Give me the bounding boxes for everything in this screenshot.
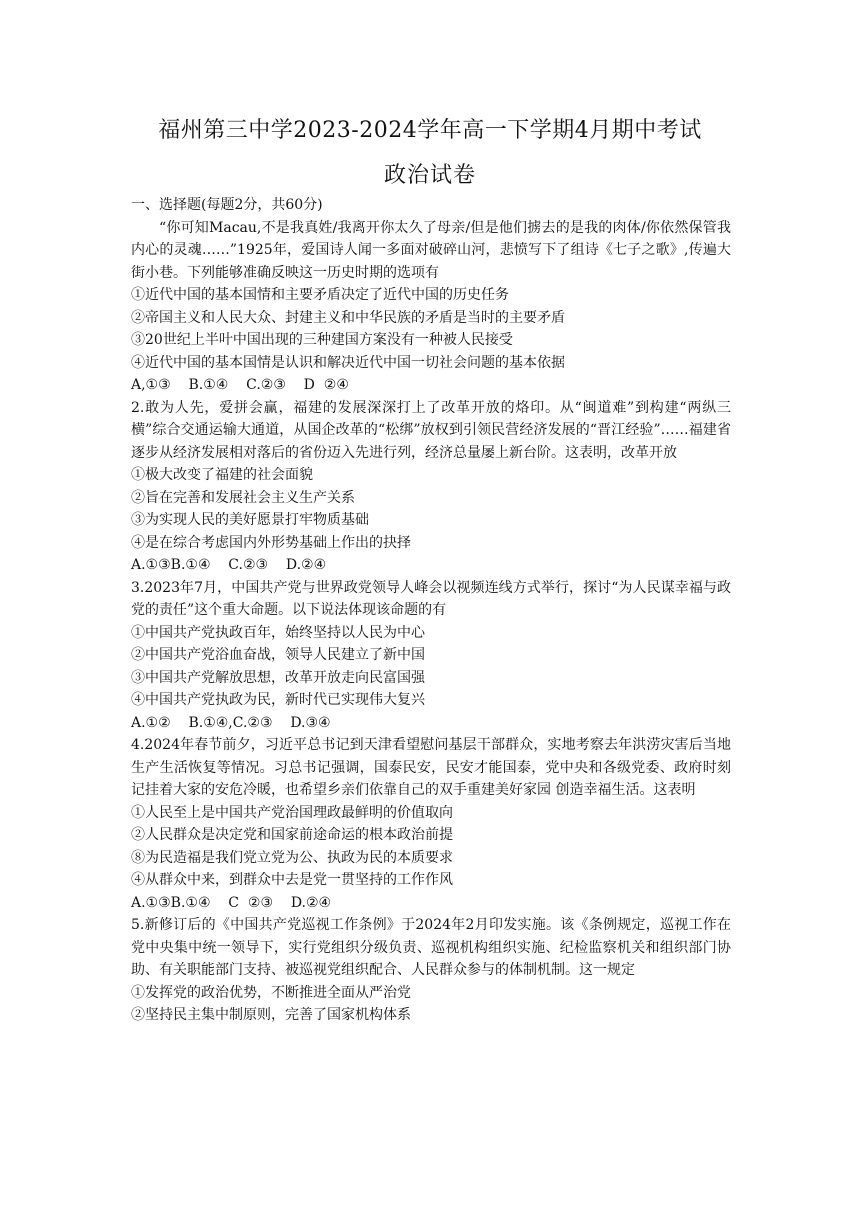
question-1-stem: “你可知Macau,不是我真姓/我离开你太久了母亲/但是他们掳去的是我的肉体/你依然保管我内心的灵魂……”1925年，爱国诗人闻一多面对破碎山河，悲愤写下了组诗《七子之歌》,传遍大街小巷。下列能够准确反映这一历史时期的选项有 bbox=[131, 219, 731, 281]
question-4-statement-4: ④从群众中来，到群众中去是党一贯坚持的工作作风 bbox=[131, 872, 453, 888]
question-3-statement-4: ④中国共产党执政为民，新时代已实现伟大复兴 bbox=[131, 692, 425, 708]
question-1-choices: A,①③ B.①④ C.②③ D ②④ bbox=[131, 377, 349, 393]
question-3-stem: 3.2023年7月，中国共产党与世界政党领导人峰会以视频连线方式举行，探讨“为人民谋幸福与政党的责任”这个重大命题。以下说法体现该命题的有 bbox=[131, 579, 731, 618]
question-3-statement-1: ①中国共产党执政百年，始终坚持以人民为中心 bbox=[131, 624, 425, 641]
question-4-stem: 4.2024年春节前夕，习近平总书记到天津看望慰问基层干部群众，实地考察去年洪涝灾害后当地生产生活恢复等情况。习总书记强调，国泰民安，民安才能国泰，党中央和各级党委、政府时刻记挂着大家的安危冷暖，也希望乡亲们依靠自己的双手重建美好家园 创造幸福生活。这表明 bbox=[131, 737, 731, 798]
question-3-statement-3: ③中国共产党解放思想，改革开放走向民富国强 bbox=[131, 669, 425, 686]
question-1-statement-4: ④近代中国的基本国情是认识和解决近代中国一切社会问题的基本依据 bbox=[131, 354, 565, 371]
exam-body bbox=[131, 194, 731, 1027]
question-3 bbox=[131, 577, 731, 735]
question-4-statement-2: ②人民群众是决定党和国家前途命运的根本政治前提 bbox=[131, 827, 453, 843]
question-4-statement-1: ①人民至上是中国共产党治国理政最鲜明的价值取向 bbox=[131, 804, 453, 821]
section-heading: 一、选择题(每题2分，共60分) bbox=[131, 197, 323, 213]
question-1-statement-1: ①近代中国的基本国情和主要矛盾决定了近代中国的历史任务 bbox=[131, 287, 509, 303]
question-5-statement-2: ②坚持民主集中制原则，完善了国家机构体系 bbox=[131, 1007, 411, 1023]
question-3-choices: A.①② B.①④,C.②③ D.③④ bbox=[131, 714, 331, 731]
exam-title: 福州第三中学2023-2024学年高一下学期4月期中考试 bbox=[158, 118, 702, 143]
question-1 bbox=[131, 217, 731, 397]
question-2-statement-4: ④是在综合考虑国内外形势基础上作出的抉择 bbox=[131, 534, 411, 551]
question-2-statement-2: ②旨在完善和发展社会主义生产关系 bbox=[131, 489, 355, 506]
question-1-statement-2: ②帝国主义和人民大众、封建主义和中华民族的矛盾是当时的主要矛盾 bbox=[131, 309, 565, 326]
question-2-stem: 2.敢为人先，爱拼会赢，福建的发展深深打上了改革开放的烙印。从“闽道难”到构建“两纵三横”综合交通运输大通道，从国企改革的“松绑”放权到引领民营经济发展的“晋江经验”……福建省逐步从经济发展相对落后的省份迈入先进行列，经济总量屡上新台阶。这表明，改革开放 bbox=[131, 399, 731, 461]
question-5-statement-1: ①发挥党的政治优势，不断推进全面从严治党 bbox=[131, 984, 411, 1001]
question-4 bbox=[131, 734, 731, 914]
question-2-statement-3: ③为实现人民的美好愿景打牢物质基础 bbox=[131, 512, 369, 528]
question-3-statement-2: ②中国共产党浴血奋战，领导人民建立了新中国 bbox=[131, 647, 425, 663]
question-1-statement-3: ③20世纪上半叶中国出现的三种建国方案没有一种被人民接受 bbox=[131, 332, 513, 348]
question-4-statement-3: ⑧为民造福是我们党立党为公、执政为民的本质要求 bbox=[131, 849, 453, 866]
question-5 bbox=[131, 914, 731, 1027]
question-2-statement-1: ①极大改变了福建的社会面貌 bbox=[131, 467, 313, 483]
exam-subtitle: 政治试卷 bbox=[383, 163, 476, 188]
question-5-stem: 5.新修订后的《中国共产党巡视工作条例》于2024年2月印发实施。该《条例规定，巡视工作在党中央集中统一领导下，实行党组织分级负责、巡视机构组织实施、纪检监察机关和组织部门协助、有关职能部门支持、被巡视党组织配合、人民群众参与的体制机制。这一规定 bbox=[131, 917, 731, 978]
question-2-choices: A.①③B.①④ C.②③ D.②④ bbox=[131, 557, 327, 573]
question-2 bbox=[131, 397, 731, 577]
question-4-choices: A.①③B.①④ C ②③ D.②④ bbox=[131, 894, 332, 911]
